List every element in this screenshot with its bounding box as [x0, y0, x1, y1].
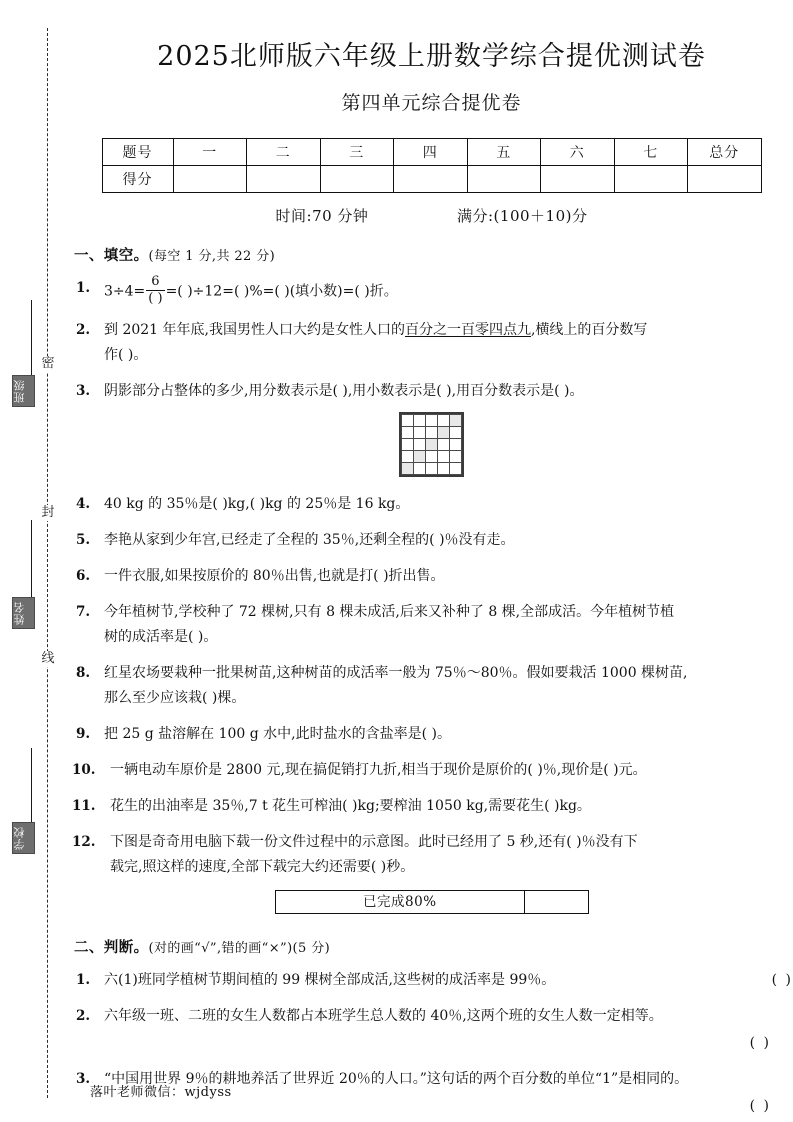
seal-label-name: 姓名: [12, 597, 35, 629]
grid-cell: [438, 463, 450, 475]
judge-question-2-text: 六年级一班、二班的女生人数都占本班学生总人数的 40％,这两个班的女生人数一定相等。: [104, 1008, 663, 1024]
grid-cell: [450, 451, 462, 463]
question-11-number: 11.: [72, 798, 96, 814]
grid-row: [402, 415, 462, 427]
grid-cell: [438, 427, 450, 439]
question-12: [70, 830, 793, 880]
question-2-blank-line[interactable]: 作( )。: [104, 347, 148, 363]
question-2: [70, 318, 793, 368]
section-1-note: (每空 1 分,共 22 分): [148, 249, 276, 264]
question-7-number: 7.: [76, 604, 91, 620]
judge-answer-box-2[interactable]: ( ): [749, 1035, 771, 1051]
grid-cell: [402, 451, 414, 463]
question-8-text-line2[interactable]: 那么至少应该栽( )棵。: [104, 690, 246, 706]
grid-cell: [450, 415, 462, 427]
score-table-col-7: 七: [614, 139, 688, 166]
score-cell-total[interactable]: [688, 166, 762, 193]
question-1-number: 1.: [76, 280, 91, 296]
question-10: [70, 758, 793, 783]
question-10-text[interactable]: 一辆电动车原价是 2800 元,现在搞促销打九折,相当于现价是原价的( )％,现价是( )元。: [110, 762, 647, 778]
footer-watermark: 落叶老师微信：wjdyss: [90, 1085, 232, 1100]
question-2-text-a: 到 2021 年年底,我国男性人口大约是女性人口的: [104, 322, 405, 338]
question-3-number: 3.: [76, 383, 91, 399]
judge-question-3-text: “中国用世界 9％的耕地养活了世界近 20％的人口。”这句话的两个百分数的单位“1”是相同的。: [104, 1071, 689, 1087]
table-row-header: [102, 139, 761, 166]
score-table-col-2: 二: [247, 139, 321, 166]
question-10-number: 10.: [72, 762, 96, 778]
question-2-number: 2.: [76, 322, 91, 338]
sealing-rule-3: [31, 748, 32, 822]
download-progress-fill: 已完成80%: [276, 891, 526, 913]
section-2-note: (对的画“√”,错的画“×”)(5 分): [148, 941, 331, 956]
question-4-text[interactable]: 40 kg 的 35％是( )kg,( )kg 的 25％是 16 kg。: [104, 496, 410, 512]
score-table-col-3: 三: [320, 139, 394, 166]
fraction-numerator: 6: [151, 274, 160, 289]
judge-answer-box-1[interactable]: ( ): [771, 972, 793, 988]
judge-question-3-number: 3.: [76, 1071, 91, 1087]
grid-row: [402, 463, 462, 475]
score-cell-3[interactable]: [320, 166, 394, 193]
score-table-col-5: 五: [467, 139, 541, 166]
question-1-post[interactable]: =( )÷12=( )%=( )(填小数)=( )折。: [165, 283, 398, 300]
grid-cell: [450, 463, 462, 475]
section-2-label: 二、判断。: [74, 939, 149, 956]
question-4-number: 4.: [76, 496, 91, 512]
section-heading-fill-blank: [74, 244, 793, 265]
seal-char-mi: 密: [41, 356, 55, 371]
fraction-denominator-blank[interactable]: ( ): [148, 291, 163, 306]
grid-cell: [414, 463, 426, 475]
judge-question-1: [70, 968, 793, 993]
score-table-col-6: 六: [541, 139, 615, 166]
grid-cell: [438, 451, 450, 463]
judge-question-2: [70, 1004, 793, 1056]
score-table-col-4: 四: [394, 139, 468, 166]
score-cell-1[interactable]: [173, 166, 247, 193]
question-2-underlined-phrase: 百分之一百零四点九: [404, 322, 531, 338]
grid-cell: [438, 439, 450, 451]
grid-cell: [426, 439, 438, 451]
shaded-grid: [399, 412, 464, 477]
grid-cell: [426, 463, 438, 475]
table-row-score: [102, 166, 761, 193]
judge-question-1-text: 六(1)班同学植树节期间植的 99 棵树全部成活,这些树的成活率是 99％。: [104, 972, 556, 988]
score-table-row-label-number: 题号: [102, 139, 173, 166]
question-12-text-line1: 下图是奇奇用电脑下载一份文件过程中的示意图。此时已经用了 5 秒,还有( )％没有下: [110, 834, 638, 850]
grid-cell: [450, 439, 462, 451]
score-table-col-total: 总分: [688, 139, 762, 166]
score-cell-5[interactable]: [467, 166, 541, 193]
judge-question-1-number: 1.: [76, 972, 91, 988]
question-6-number: 6.: [76, 568, 91, 584]
grid-cell: [414, 427, 426, 439]
grid-cell: [426, 415, 438, 427]
score-cell-6[interactable]: [541, 166, 615, 193]
grid-row: [402, 427, 462, 439]
download-progress-figure: [70, 890, 793, 918]
section-heading-true-false: [74, 936, 793, 957]
question-12-number: 12.: [72, 834, 96, 850]
question-6-text[interactable]: 一件衣服,如果按原价的 80％出售,也就是打( )折出售。: [104, 568, 445, 584]
seal-label-class: 班级: [12, 375, 35, 407]
score-table: [102, 138, 762, 193]
seal-label-school: 学校: [12, 822, 35, 854]
page-title: 2025北师版六年级上册数学综合提优测试卷: [157, 41, 706, 72]
question-5-number: 5.: [76, 532, 91, 548]
question-2-text-b: ,横线上的百分数写: [530, 322, 648, 338]
question-8-number: 8.: [76, 665, 91, 681]
exam-full-marks: 满分:(100＋10)分: [457, 207, 588, 225]
exam-duration: 时间:70 分钟: [275, 207, 369, 225]
grid-cell: [402, 427, 414, 439]
score-table-row-label-score: 得分: [102, 166, 173, 193]
question-1-pre: 3÷4=: [104, 283, 146, 300]
question-5-text[interactable]: 李艳从家到少年宫,已经走了全程的 35％,还剩全程的( )％没有走。: [104, 532, 515, 548]
sealing-dashed-line: [47, 28, 48, 1098]
seal-char-xian: 线: [41, 651, 55, 666]
question-8: [70, 661, 793, 711]
question-3: [70, 379, 793, 404]
score-cell-7[interactable]: [614, 166, 688, 193]
sealing-margin: [0, 0, 70, 1122]
download-progress-bar: [275, 890, 589, 914]
question-11: [70, 794, 793, 819]
grid-cell: [450, 427, 462, 439]
question-9-text[interactable]: 把 25 g 盐溶解在 100 g 水中,此时盐水的含盐率是( )。: [104, 726, 451, 742]
question-9: [70, 722, 793, 747]
judge-answer-box-3[interactable]: ( ): [749, 1098, 771, 1114]
grid-cell: [414, 415, 426, 427]
page-subtitle: 第四单元综合提优卷: [341, 92, 522, 114]
question-4: [70, 492, 793, 517]
grid-cell: [426, 451, 438, 463]
question-8-text-line1: 红星农场要栽种一批果树苗,这种树苗的成活率一般为 75％～80％。假如要栽活 1000 棵树苗,: [104, 665, 688, 681]
question-7: [70, 600, 793, 650]
grid-cell: [402, 463, 414, 475]
question-5: [70, 528, 793, 553]
exam-meta: [70, 205, 793, 226]
score-cell-2[interactable]: [247, 166, 321, 193]
exam-sheet: [70, 0, 793, 1122]
question-1: [70, 276, 793, 307]
grid-cell: [438, 415, 450, 427]
score-table-col-1: 一: [173, 139, 247, 166]
question-7-text-line2[interactable]: 树的成活率是( )。: [104, 629, 218, 645]
grid-cell: [426, 427, 438, 439]
judge-question-2-number: 2.: [76, 1008, 91, 1024]
grid-cell: [414, 439, 426, 451]
question-7-text-line1: 今年植树节,学校种了 72 棵树,只有 8 棵未成活,后来又补种了 8 棵,全部成活。今年植树节植: [104, 604, 675, 620]
grid-cell: [414, 451, 426, 463]
sealing-rule-2: [31, 520, 32, 598]
score-cell-4[interactable]: [394, 166, 468, 193]
question-12-text-line2[interactable]: 载完,照这样的速度,全部下载完大约还需要( )秒。: [110, 859, 415, 875]
question-3-text[interactable]: 阴影部分占整体的多少,用分数表示是( ),用小数表示是( ),用百分数表示是( )。: [104, 383, 584, 399]
section-1-label: 一、填空。: [74, 247, 149, 264]
shaded-grid-figure: [70, 412, 793, 481]
question-9-number: 9.: [76, 726, 91, 742]
question-11-text[interactable]: 花生的出油率是 35％,7 t 花生可榨油( )kg;要榨油 1050 kg,需要花生( )kg。: [110, 798, 591, 814]
seal-char-feng: 封: [41, 505, 55, 520]
grid-cell: [402, 415, 414, 427]
sealing-rule-1: [31, 300, 32, 375]
question-6: [70, 564, 793, 589]
grid-row: [402, 439, 462, 451]
grid-row: [402, 451, 462, 463]
fraction-six-over-blank: [146, 275, 164, 306]
grid-cell: [402, 439, 414, 451]
